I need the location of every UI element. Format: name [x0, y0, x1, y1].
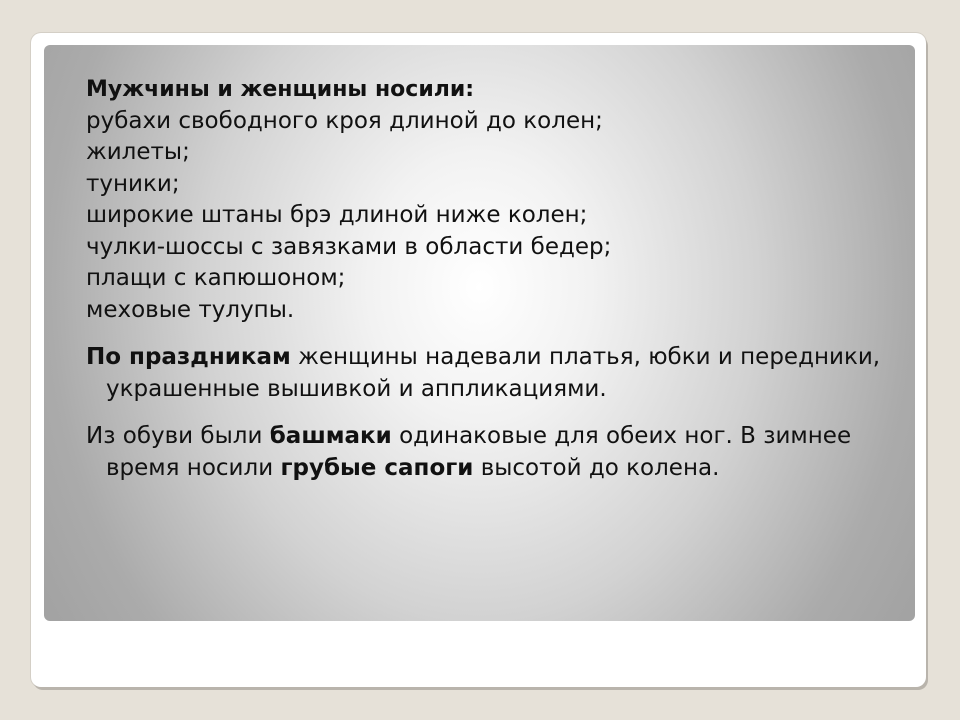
list-item: рубахи свободного кроя длиной до колен; [86, 107, 603, 134]
slide-content [86, 74, 886, 484]
list-item: меховые тулупы. [86, 296, 295, 323]
list-item: туники; [86, 170, 180, 197]
shoes-text-2: одинаковые для обеих ног. В зимнее время носили [106, 423, 852, 481]
list-item: широкие штаны брэ длиной ниже колен; [86, 202, 588, 228]
list-item: жилеты; [86, 139, 190, 165]
shoes-paragraph [86, 421, 886, 484]
holidays-bold: По праздникам [86, 344, 291, 370]
shoes-bold-2: грубые сапоги [280, 454, 474, 481]
holidays-paragraph [86, 342, 886, 405]
shoes-text-1: Из обуви были [86, 423, 270, 449]
list-item: плащи с капюшоном; [86, 265, 346, 291]
holidays-text: женщины надевали платья, юбки и передники, украшенные вышивкой и аппликациями. [106, 344, 881, 402]
shoes-text-3: высотой до колена. [473, 454, 720, 481]
slide-heading: Мужчины и женщины носили: [86, 77, 475, 102]
list-item: чулки-шоссы с завязками в области бедер; [86, 233, 612, 260]
shoes-bold-1: башмаки [269, 423, 392, 449]
